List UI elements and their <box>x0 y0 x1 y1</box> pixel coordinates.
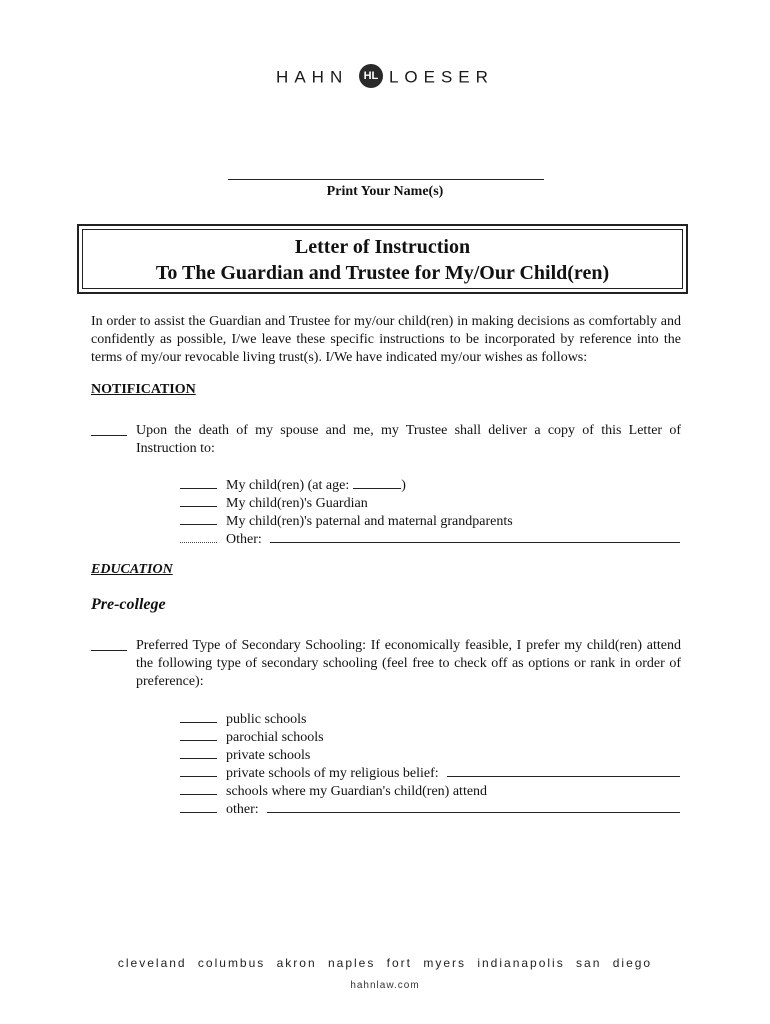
school-other-blank[interactable] <box>180 799 217 813</box>
title-box <box>77 224 688 294</box>
school-option-other <box>180 799 680 819</box>
notify-option-guardian <box>180 493 680 513</box>
document-subtitle: To The Guardian and Trustee for My/Our Child(ren) <box>155 262 610 284</box>
education-heading: EDUCATION <box>91 562 173 577</box>
schooling-item <box>91 637 681 691</box>
logo-right-text: LOESER <box>388 67 494 87</box>
school-religious-fill-line[interactable] <box>447 763 680 777</box>
notify-other-fill-line[interactable] <box>270 529 680 543</box>
school-option-private <box>180 745 680 765</box>
footer-cities: cleveland columbus akron naples fort myers indianapolis san diego <box>117 956 653 970</box>
logo-left-text: HAHN <box>276 67 349 87</box>
age-close-paren: ) <box>401 478 406 493</box>
school-option-religious <box>180 763 680 783</box>
school-guardian-blank[interactable] <box>180 781 217 795</box>
print-name-label: Print Your Name(s) <box>326 184 444 199</box>
notification-statement: Upon the death of my spouse and me, my Trustee shall deliver a copy of this Letter of Instruction to: <box>136 423 681 456</box>
school-option-public <box>180 709 680 729</box>
notify-option-other <box>180 529 680 549</box>
notify-children-label: My child(ren) (at age: <box>226 478 350 493</box>
firm-logo <box>0 66 770 90</box>
logo-mark-icon: HL <box>359 64 383 88</box>
schooling-check-blank[interactable] <box>91 637 127 651</box>
school-option-parochial <box>180 727 680 747</box>
notify-option-grandparents <box>180 511 680 531</box>
pre-college-subheading: Pre-college <box>91 596 166 613</box>
notify-grandparents-blank[interactable] <box>180 511 217 525</box>
notify-grandparents-label: My child(ren)'s paternal and maternal grandparents <box>226 514 513 529</box>
school-private-label: private schools <box>226 748 311 763</box>
school-other-fill-line[interactable] <box>267 799 680 813</box>
notification-item <box>91 422 681 458</box>
school-parochial-label: parochial schools <box>226 730 324 745</box>
school-religious-blank[interactable] <box>180 763 217 777</box>
school-guardian-label: schools where my Guardian's child(ren) attend <box>226 784 488 799</box>
footer-website: hahnlaw.com <box>350 980 420 991</box>
notify-children-blank[interactable] <box>180 475 217 489</box>
school-option-guardian <box>180 781 680 801</box>
notification-heading: NOTIFICATION <box>91 382 196 397</box>
document-title: Letter of Instruction <box>294 236 471 258</box>
school-public-blank[interactable] <box>180 709 217 723</box>
name-signature-line[interactable] <box>228 179 544 180</box>
notify-option-children <box>180 475 680 495</box>
school-parochial-blank[interactable] <box>180 727 217 741</box>
schooling-statement: Preferred Type of Secondary Schooling: If economically feasible, I prefer my child(ren) attend the following type of secondary schooling (feel free to check off as options or rank in order of preference): <box>136 638 681 689</box>
intro-paragraph: In order to assist the Guardian and Trustee for my/our child(ren) in making decisions as comfortably and confidently as possible, I/we leave these specific instructions to be incorporated by reference into the terms of my/our revocable living trust(s). I/We have indicated my/our wishes as follows: <box>91 314 681 365</box>
school-religious-label: private schools of my religious belief: <box>226 766 439 781</box>
school-private-blank[interactable] <box>180 745 217 759</box>
notify-guardian-blank[interactable] <box>180 493 217 507</box>
school-public-label: public schools <box>226 712 307 727</box>
notify-other-blank[interactable] <box>180 529 217 543</box>
age-blank[interactable] <box>353 475 401 489</box>
notify-other-label: Other: <box>226 532 262 547</box>
notification-check-blank[interactable] <box>91 422 127 436</box>
school-other-label: other: <box>226 802 259 817</box>
notify-guardian-label: My child(ren)'s Guardian <box>226 496 368 511</box>
